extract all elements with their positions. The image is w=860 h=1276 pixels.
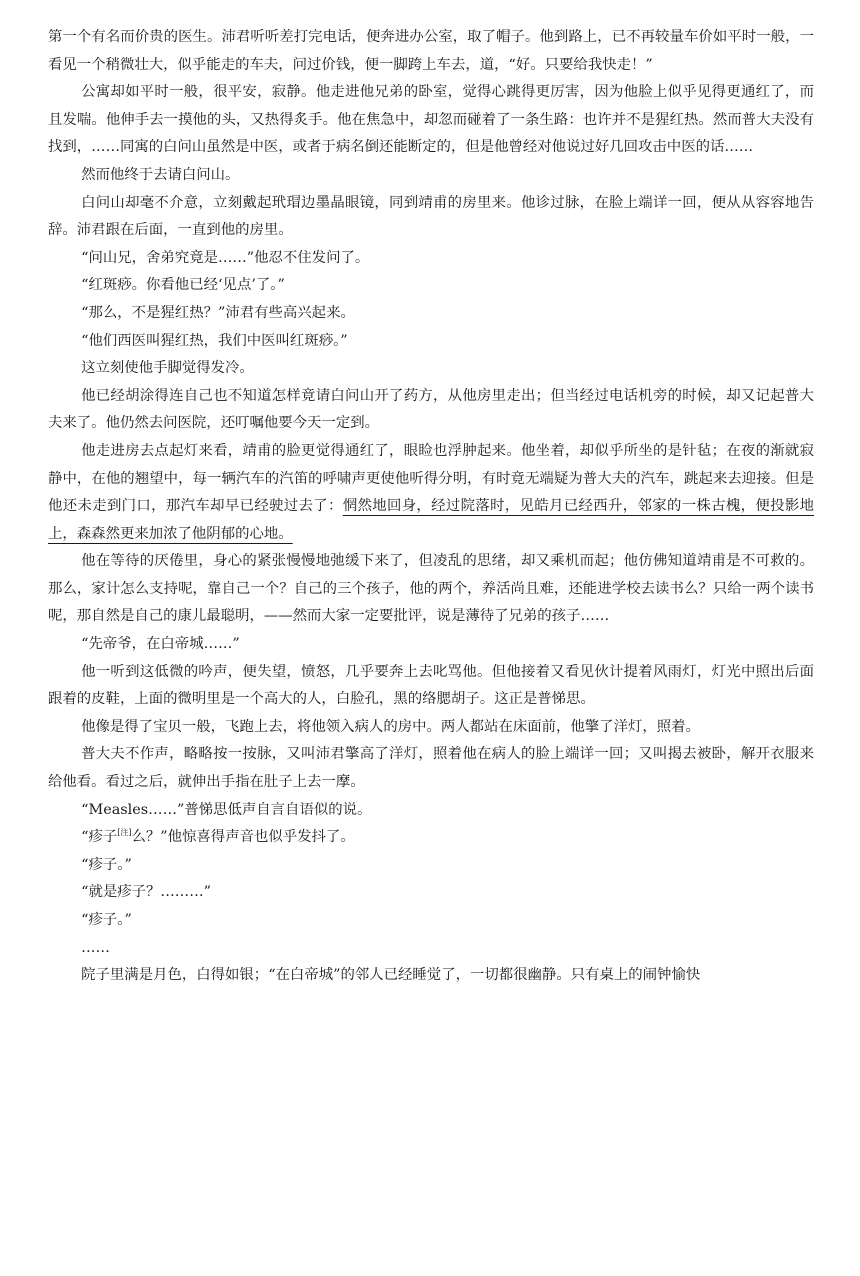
document-page (48, 24, 814, 990)
dialogue-line: “他们西医叫猩红热，我们中医叫红斑痧。” (81, 332, 348, 349)
paragraph-11-text: 他走进房去点起灯来看，靖甫的脸更觉得通红了，眼睑也浮肿起来。他坐着，却似乎所坐的是针毡；在夜的渐就寂静中，在他的翘望中，每一辆汽车的汽笛的呼啸声更使他听得分明，有时竟无端疑为普大夫的汽车，跳起来去迎接。但是他还未走到门口，那汽车却早已经驶过去了： (48, 442, 814, 515)
paragraph-3: 然而他终于去请白问山。 (81, 166, 240, 183)
dialogue-text: “疹子 (81, 829, 118, 846)
dialogue-line: “疹子。” (81, 856, 132, 873)
dialogue-line: “问山兄，舍弟究竟是……”他忍不住发问了。 (81, 249, 370, 266)
paragraph-10: 他已经胡涂得连自己也不知道怎样竟请白问山开了药方，从他房里走出；但当经过电话机旁的时候，却又记起普大夫来了。他仍然去问医院，还叮嘱他要今天一定到。 (48, 387, 814, 432)
dialogue-line: “疹子。” (81, 912, 132, 928)
paragraph-1: 第一个有名而价贵的医生。沛君听听差打完电话，便奔进办公室，取了帽子。他到路上，已不再较量车价如平时一般，一看见一个稍微壮大，似乎能走的车夫，问过价钱，便一脚跨上车去，道，“好。只要给我快走！” (48, 29, 814, 73)
paragraph-12: 他在等待的厌倦里，身心的紧张慢慢地弛缓下来了，但凌乱的思绪，却又乘机而起；他仿佛知道靖甫是不可救的。那么，家计怎么支持呢，靠自己一个？自己的三个孩子，他的两个，养活尚且难，还能进学校去读书么？只给一两个读书呢，那自然是自己的康儿最聪明，——然而大家一定要批评，说是薄待了兄弟的孩子…… (48, 553, 814, 625)
ellipsis-line: …… (81, 939, 110, 956)
footnote-marker: [注] (117, 828, 132, 838)
underlined-passage: 惘然地回身，经过院落时，见皓月已经西升，邻家的一株古槐，便投影地上，森森然更来加浓了他阴郁的心地。 (48, 498, 814, 542)
paragraph-14: 他一听到这低微的吟声，便失望，愤怒，几乎要奔上去叱骂他。但他接着又看见伙计提着风雨灯，灯光中照出后面跟着的皮鞋，上面的微明里是一个高大的人，白脸孔，黑的络腮胡子。这正是普悌思。 (48, 663, 814, 708)
paragraph-2: 公寓却如平时一般，很平安，寂静。他走进他兄弟的卧室，觉得心跳得更厉害，因为他脸上似乎见得更通红了，而且发喘。他伸手去一摸他的头，又热得炙手。他在焦急中，却忽而碰着了一条生路：也许并不是猩红热。然而普大夫没有找到，……同寓的白问山虽然是中医，或者于病名倒还能断定的，但是他曾经对他说过好几回攻击中医的话…… (48, 84, 814, 156)
paragraph-11 (48, 438, 814, 548)
dialogue-line: “先帝爷，在白帝城……” (81, 636, 240, 653)
paragraph-9: 这立刻使他手脚觉得发冷。 (81, 360, 254, 377)
dialogue-line: “红斑痧。你看他已经‘见点’了。” (81, 277, 285, 294)
dialogue-line: “Measles……”普悌思低声自言自语似的说。 (81, 801, 372, 818)
paragraph-last: 院子里满是月色，白得如银；“在白帝城”的邻人已经睡觉了，一切都很幽静。只有桌上的闹钟愉快 (81, 967, 701, 984)
dialogue-line (48, 824, 814, 852)
dialogue-tail: 么？”他惊喜得声音也似乎发抖了。 (131, 829, 355, 846)
paragraph-15: 他像是得了宝贝一般，飞跑上去，将他领入病人的房中。两人都站在床面前，他擎了洋灯，照着。 (81, 718, 700, 735)
dialogue-line: “就是疹子？………” (81, 884, 211, 901)
paragraph-16: 普大夫不作声，略略按一按脉，又叫沛君擎高了洋灯，照着他在病人的脸上端详一回；又叫揭去被卧，解开衣服来给他看。看过之后，就伸出手指在肚子上去一摩。 (48, 746, 814, 791)
dialogue-line: “那么，不是猩红热？”沛君有些高兴起来。 (81, 304, 355, 321)
paragraph-4: 白问山却毫不介意，立刻戴起玳瑁边墨晶眼镜，同到靖甫的房里来。他诊过脉，在脸上端详一回，便从从容容地告辞。沛君跟在后面，一直到他的房里。 (48, 194, 814, 239)
